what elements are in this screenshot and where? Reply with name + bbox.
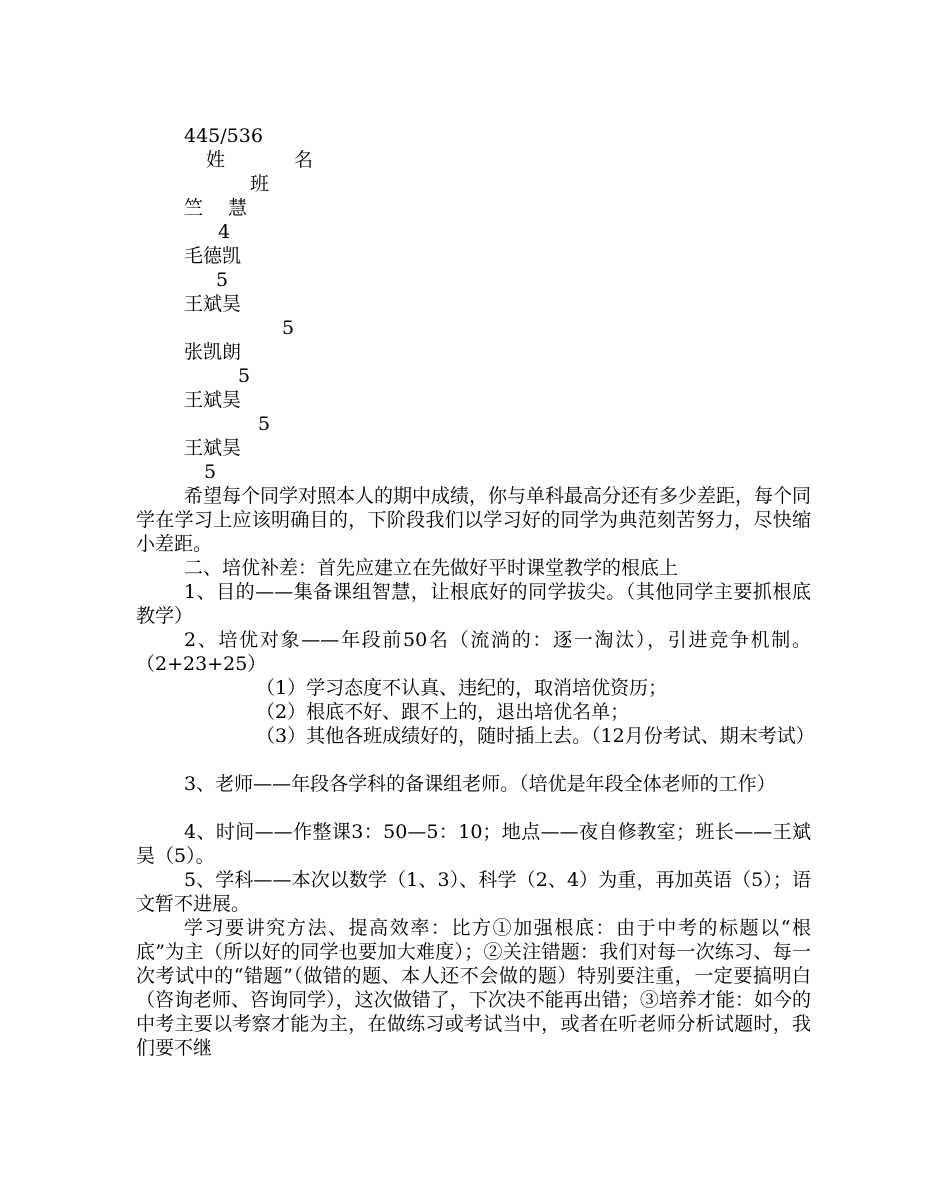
section-heading-2: 二、培优补差：首先应建立在先做好平时课堂教学的根底上 [184,557,679,579]
paragraph-purpose: 1、目的——集备课组智慧，让根底好的同学拔尖。（其他同学主要抓根底教学） [136,581,811,627]
row-class: 4 [218,221,231,243]
column-header-name-2: 名 [294,149,314,171]
row-name: 王斌昊 [184,293,242,315]
row-class: 5 [216,269,229,291]
page-fraction: 445/536 [184,125,263,147]
column-header-class: 班 [250,173,270,195]
sub-item-1: （1）学习态度不认真、违纪的，取消培优资历； [256,677,668,699]
sub-item-2: （2）根底不好、跟不上的，退出培优名单； [256,701,630,723]
paragraph-target: 2、培优对象——年段前50名（流淌的：逐一淘汰），引进竞争机制。（2+23+25） [136,629,811,675]
row-name: 王斌昊 [184,389,242,411]
paragraph-teachers: 3、老师——年段各学科的备课组老师。（培优是年段全体老师的工作） [184,773,776,795]
row-class: 5 [204,461,217,483]
column-header-name-1: 姓 [206,149,226,171]
paragraph-subjects: 5、学科——本次以数学（1、3）、科学（2、4）为重，再加英语（5）；语文暂不进展。 [136,869,811,915]
row-class: 5 [258,413,271,435]
row-name: 竺 慧 [184,197,248,219]
row-name: 毛德凯 [184,245,242,267]
row-name: 张凯朗 [184,341,242,363]
row-class: 5 [238,365,251,387]
paragraph-time: 4、时间——作整课3：50—5：10；地点——夜自修教室；班长——王斌昊（5）。 [136,821,811,867]
row-name: 王斌昊 [184,437,242,459]
sub-item-3: （3）其他各班成绩好的，随时插上去。（12月份考试、期末考试） [256,725,815,747]
paragraph-methods: 学习要讲究方法、提高效率：比方①加强根底：由于中考的标题以“根底”为主（所以好的同学也要加大难度）；②关注错题：我们对每一次练习、每一次考试中的“错题”（做错的题、本人还不会做的题）特别要注重，一定要搞明白（咨询老师、咨询同学），这次做错了，下次决不能再出错；③培养才能：如今的中考主要以考察才能为主，在做练习或考试当中，或者在听老师分析试题时，我们要不继 [136,917,811,1059]
row-class: 5 [282,317,295,339]
paragraph-goal: 希望每个同学对照本人的期中成绩，你与单科最高分还有多少差距，每个同学在学习上应该明确目的，下阶段我们以学习好的同学为典范刻苦努力，尽快缩小差距。 [136,485,812,555]
